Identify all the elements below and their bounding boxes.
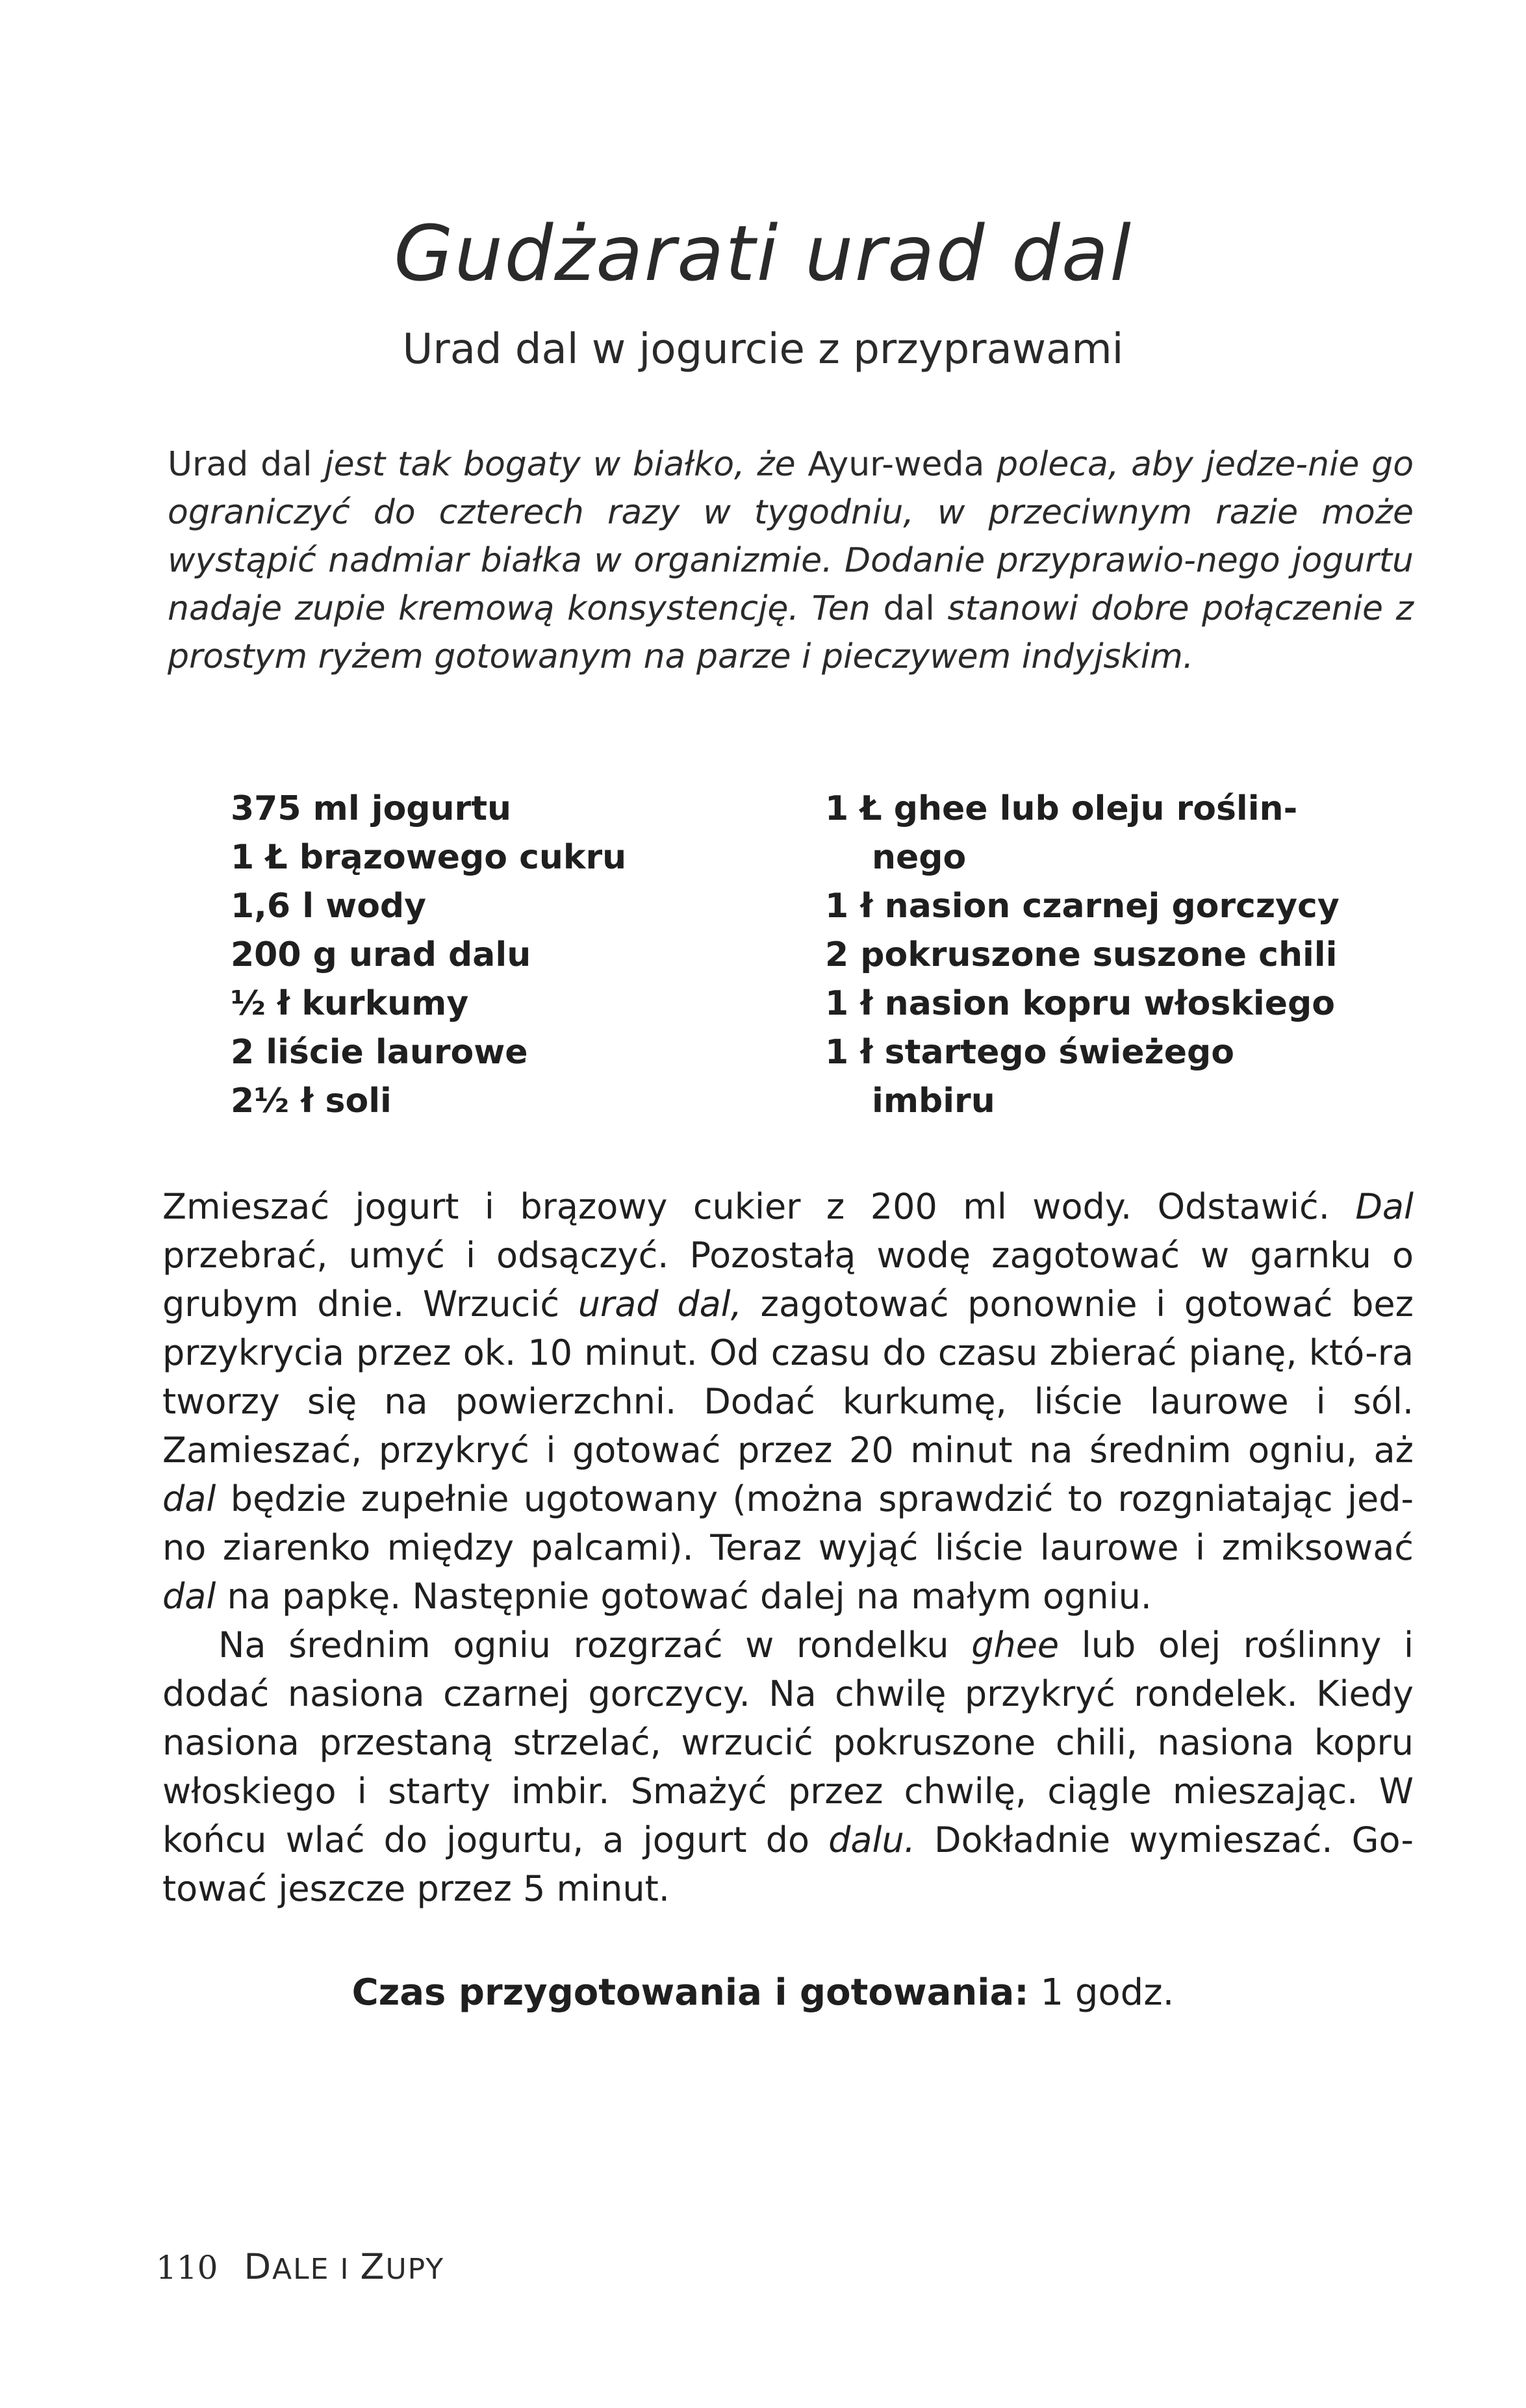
ingredient-item: 375 ml jogurtu (231, 789, 512, 828)
intro-text: Urad dal (168, 445, 325, 484)
ingredient-item-continuation: imbiru (872, 1082, 995, 1121)
method-section (162, 1182, 1414, 1913)
method-text: przebrać, umyć i odsączyć. Pozostałą wodę zagotować w garnku o grubym dnie. Wrzucić (162, 1235, 1414, 1324)
section-name (244, 2246, 445, 2287)
method-text: Zmieszać jogurt i brązowy cukier z 200 ml wody. Odstawić. (162, 1186, 1356, 1227)
section-name-part: I (340, 2253, 350, 2286)
preparation-time (0, 1967, 1526, 2019)
method-text: ghee (971, 1625, 1060, 1666)
ingredient-item: 1 ł nasion kopru włoskiego (825, 984, 1335, 1023)
ingredient-item: 1 ł startego świeżego (825, 1033, 1234, 1072)
recipe-subtitle: Urad dal w jogurcie z przyprawami (402, 325, 1124, 374)
preparation-time-value: 1 godz. (1040, 1971, 1175, 2014)
method-text: dalu. (828, 1819, 915, 1860)
intro-text: dal (883, 589, 948, 628)
ingredient-item: 2 pokruszone suszone chili (825, 935, 1338, 974)
method-text: Na średnim ogniu rozgrzać w rondelku (218, 1625, 972, 1666)
method-text: dal (162, 1576, 216, 1617)
intro-text: poleca, aby jedze-nie go ograniczyć do czterech razy w tygodniu, w przeciwnym razie może wystąpić nadmiar białka w organizmie. Dodanie przyprawio-nego jogurtu nadaje zupie kremową konsystencję. Ten (168, 445, 1414, 628)
method-text: dal (162, 1478, 216, 1519)
section-name-part: D (244, 2246, 273, 2287)
method-text: Dal (1355, 1186, 1414, 1227)
method-paragraph (162, 1621, 1414, 1913)
ingredients-list (0, 785, 1526, 1148)
ingredient-item: 1 ł nasion czarnej gorczycy (825, 887, 1340, 926)
intro-text: jest tak bogaty w białko, że (324, 445, 808, 484)
ingredient-item: 1 Ł brązowego cukru (231, 838, 627, 877)
method-text: urad dal, (578, 1284, 742, 1324)
intro-text: stanowi dobre połączenie z prostym ryżem gotowanym na parze i pieczywem indyjskim. (168, 589, 1414, 676)
page-number: 110 (156, 2249, 218, 2287)
ingredients-column-left (231, 785, 750, 1126)
method-text: lub olej roślinny i dodać nasiona czarnej gorczycy. Na chwilę przykryć rondelek. Kiedy nasiona przestaną strzelać, wrzucić pokruszone chili, nasiona kopru włoskiego i starty imbir. Smażyć przez chwilę, ciągle mieszając. W końcu wlać do jogurtu, a jogurt do (162, 1625, 1414, 1860)
ingredient-item: 2½ ł soli (231, 1082, 392, 1121)
method-text: będzie zupełnie ugotowany (można sprawdzić to rozgniatając jed-no ziarenko między palcami). Teraz wyjąć liście laurowe i zmiksować (162, 1478, 1414, 1568)
ingredient-item: 1 Ł ghee lub oleju roślin- (825, 789, 1298, 828)
ingredient-item: 2 liście laurowe (231, 1033, 528, 1072)
recipe-title: Gudżarati urad dal (394, 209, 1132, 298)
ingredient-item: 200 g urad dalu (231, 935, 531, 974)
preparation-time-label: Czas przygotowania i gotowania: (351, 1971, 1029, 2014)
intro-paragraph (168, 440, 1414, 681)
ingredient-item: 1,6 l wody (231, 887, 427, 926)
section-name-part: UPY (385, 2253, 445, 2286)
ingredient-item: ½ ł kurkumy (231, 984, 469, 1023)
section-name-part: ALE (272, 2253, 330, 2286)
intro-text: Ayur-weda (808, 445, 997, 484)
section-name-part: Z (360, 2246, 386, 2287)
page-footer (156, 2244, 444, 2292)
ingredients-column-right (825, 785, 1410, 1126)
ingredient-item-continuation: nego (872, 838, 967, 877)
method-text: na papkę. Następnie gotować dalej na małym ogniu. (216, 1576, 1152, 1617)
method-paragraph (162, 1182, 1414, 1621)
method-text: zagotować ponownie i gotować bez przykrycia przez ok. 10 minut. Od czasu do czasu zbierać pianę, któ-ra tworzy się na powierzchni. Dodać kurkumę, liście laurowe i sól. Zamieszać, przykryć i gotować przez 20 minut na średnim ogniu, aż (162, 1284, 1414, 1471)
method-text: Dokładnie wymieszać. Go-tować jeszcze przez 5 minut. (162, 1819, 1414, 1909)
